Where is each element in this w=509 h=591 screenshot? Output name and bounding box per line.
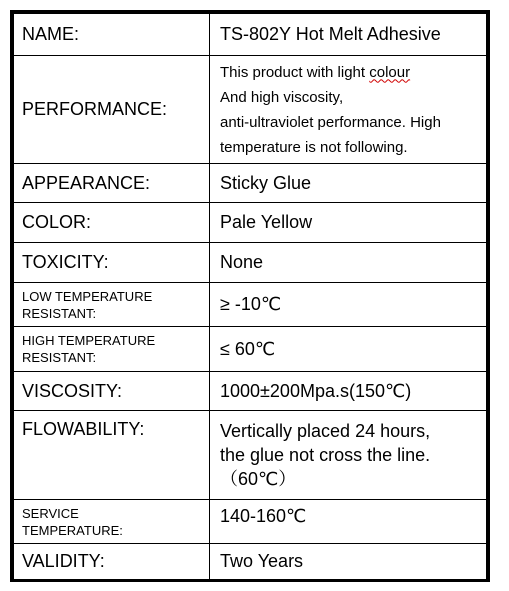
service-temp-value: 140-160℃ (210, 500, 487, 544)
flowability-line-2: the glue not cross the line. (220, 445, 431, 465)
table-row-name (14, 14, 487, 56)
viscosity-value: 1000±200Mpa.s(150℃) (210, 372, 487, 411)
toxicity-label: TOXICITY: (14, 243, 210, 283)
spellcheck-word: colour (369, 63, 411, 81)
high-temp-label: HIGH TEMPERATURE RESISTANT: (14, 327, 210, 372)
flowability-line-1: Vertically placed 24 hours, (220, 421, 431, 441)
performance-line-2: And high viscosity, (220, 88, 344, 106)
table-row-flowability (14, 411, 487, 500)
flowability-value (210, 411, 487, 500)
low-temp-value: ≥ -10℃ (210, 283, 487, 327)
performance-label: PERFORMANCE: (14, 56, 210, 164)
color-value: Pale Yellow (210, 203, 487, 243)
name-value: TS-802Y Hot Melt Adhesive (210, 14, 487, 56)
color-label: COLOR: (14, 203, 210, 243)
performance-line-1: This product with light colour (220, 63, 411, 81)
table-row-low-temp (14, 283, 487, 327)
validity-value: Two Years (210, 544, 487, 580)
high-temp-value: ≤ 60℃ (210, 327, 487, 372)
table-row-toxicity (14, 243, 487, 283)
performance-line-4: temperature is not following. (220, 138, 408, 156)
performance-value (210, 56, 487, 164)
appearance-value: Sticky Glue (210, 164, 487, 203)
validity-label: VALIDITY: (14, 544, 210, 580)
table-row-appearance (14, 164, 487, 203)
table-row-service-temp (14, 500, 487, 544)
table-row-high-temp (14, 327, 487, 372)
toxicity-value: None (210, 243, 487, 283)
table-row-performance (14, 56, 487, 164)
appearance-label: APPEARANCE: (14, 164, 210, 203)
service-temp-label: SERVICE TEMPERATURE: (14, 500, 210, 544)
table-row-viscosity (14, 372, 487, 411)
table-row-color (14, 203, 487, 243)
viscosity-label: VISCOSITY: (14, 372, 210, 411)
flowability-line-3: （60℃） (220, 469, 297, 489)
performance-line-3: anti-ultraviolet performance. High (220, 113, 441, 131)
spec-table (13, 13, 487, 580)
table-row-validity (14, 544, 487, 580)
name-label: NAME: (14, 14, 210, 56)
flowability-label: FLOWABILITY: (14, 411, 210, 500)
low-temp-label: LOW TEMPERATURE RESISTANT: (14, 283, 210, 327)
spec-sheet (10, 10, 490, 582)
